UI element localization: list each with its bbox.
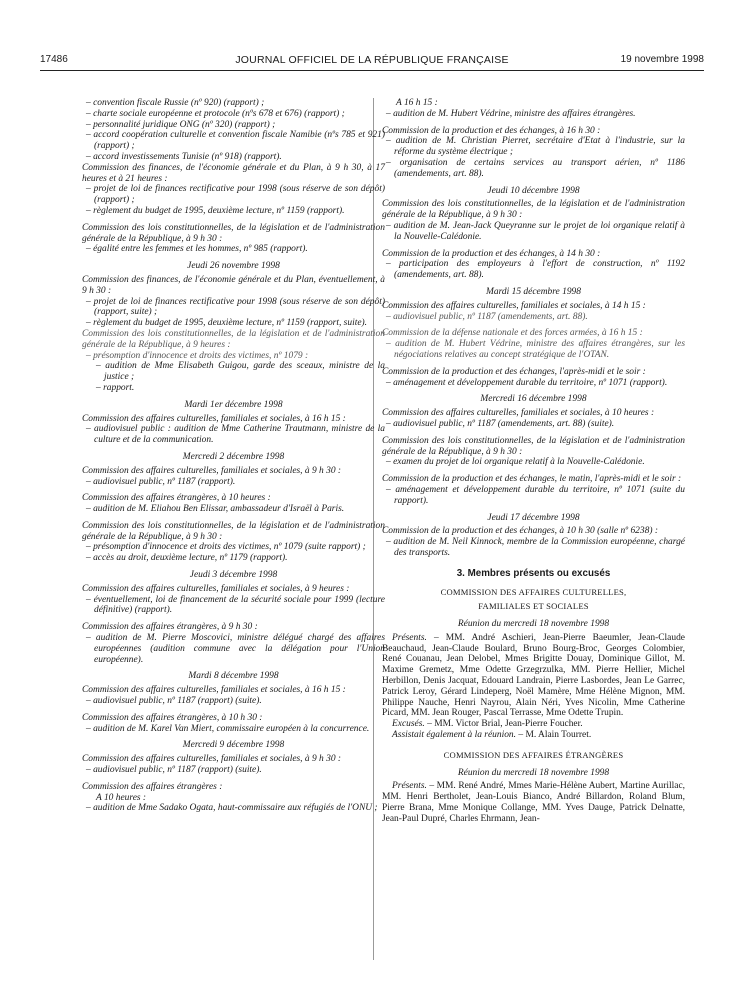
issue-date: 19 novembre 1998	[620, 54, 704, 65]
time-subheading: A 10 heures :	[96, 792, 147, 803]
present-label: Présents.	[392, 632, 427, 643]
agenda-item: – convention fiscale Russie (nº 920) (rapport) ;	[86, 98, 265, 108]
commission-title: FAMILIALES ET SOCIALES	[478, 601, 589, 612]
agenda-subitem: – rapport.	[96, 382, 135, 393]
agenda-item: – accord coopération culturelle et convention fiscale Namibie (nºs 785 et 921) (rapport) ;	[86, 130, 385, 152]
commission-heading: Commission de la production et des échanges, le matin, l'après-midi et le soir :	[382, 474, 682, 485]
commission-heading: Commission des affaires étrangères :	[82, 781, 223, 792]
commission-heading: Commission des affaires étrangères, à 10 h 30 :	[82, 712, 263, 723]
journal-title: JOURNAL OFFICIEL DE LA RÉPUBLIQUE FRANÇAISE	[235, 54, 509, 66]
day-heading: Jeudi 10 décembre 1998	[487, 185, 580, 196]
agenda-item: – audiovisuel public, nº 1187 (rapport) (suite).	[86, 765, 262, 776]
commission-heading: Commission des lois constitutionnelles, de la législation et de l'administration générale de la République, à 9 h 30 :	[382, 199, 685, 221]
agenda-item: – accès au droit, deuxième lecture, nº 1179 (rapport).	[86, 553, 288, 564]
agenda-item: – présomption d'innocence et droits des victimes, nº 1079 :	[86, 350, 309, 361]
agenda-item: – éventuellement, loi de financement de la sécurité sociale pour 1999 (lecture définitive) (rapport).	[86, 594, 385, 616]
commission-heading: Commission des affaires culturelles, familiales et sociales, à 9 h 30 :	[82, 754, 342, 765]
agenda-item: – audition de M. Eliahou Ben Elissar, ambassadeur d'Israël à Paris.	[86, 504, 345, 515]
agenda-item: – audition de M. Hubert Védrine, ministre des affaires étrangères, sur les négociations relatives au concept stratégique de l'OTAN.	[386, 339, 685, 360]
day-heading: Mardi 8 décembre 1998	[188, 671, 279, 682]
present-names: – MM. André Aschieri, Jean-Pierre Baeumler, Jean-Claude Beauchaud, Jean-Claude Boulard, Bruno Bourg-Broc, Georges Colombier, René Couanau, Jean Delobel, Mmes Brigitte Douay, Dominique Gillot, M. Maxime Gremetz, Mme Odette Grzegrzulka, MM. Pierre Hellier, Michel Herbillon, Denis Jacquat, Edouard Landrain, Pierre Lasbordes, Jean Le Garrec, Patrick Leroy, Gérard Lindeperg, Noël Mamère, Mme Hélène Mignon, MM. Philippe Nauche, Henri Nayrou, Alain Néri, Yves Nicolin, Mme Catherine Picard, MM. Jean Rouger, Pascal Terrasse, Mme Odette Trupin.	[382, 632, 685, 719]
agenda-item: – présomption d'innocence et droits des victimes, nº 1079 (suite rapport) ;	[86, 542, 366, 553]
agenda-subitem: – audition de Mme Elisabeth Guigou, garde des sceaux, ministre de la justice ;	[96, 361, 385, 383]
excused-names: – MM. Victor Brial, Jean-Pierre Foucher.	[424, 719, 583, 730]
attendance-present	[382, 781, 685, 824]
present-label: Présents.	[392, 781, 427, 792]
agenda-item: – aménagement et développement durable du territoire, nº 1071 (suite du rapport).	[386, 484, 685, 506]
agenda-item: – audiovisuel public : audition de Mme Catherine Trautmann, ministre de la culture et de la communication.	[86, 424, 385, 446]
agenda-item: – audition de M. Pierre Moscovici, ministre délégué chargé des affaires européennes (audition commune avec la délégation pour l'Union européenne).	[86, 633, 385, 665]
attendance-present	[382, 633, 685, 719]
agenda-item: – accord investissements Tunisie (nº 918) (rapport).	[86, 151, 282, 162]
commission-heading: Commission des affaires culturelles, familiales et sociales, à 10 heures :	[382, 408, 655, 419]
day-heading: Jeudi 17 décembre 1998	[487, 512, 580, 523]
attendance-excused	[382, 719, 685, 730]
agenda-item: – règlement du budget de 1995, deuxième lecture, nº 1159 (rapport, suite).	[86, 318, 368, 329]
agenda-item: – personnalité juridique ONG (nº 320) (rapport) ;	[86, 119, 276, 130]
commission-heading: Commission des affaires culturelles, familiales et sociales, à 9 heures :	[82, 583, 350, 594]
agenda-item: – charte sociale européenne et protocole (nºs 678 et 676) (rapport) ;	[86, 108, 345, 119]
commission-heading: Commission des affaires culturelles, familiales et sociales, à 16 h 15 :	[82, 685, 346, 696]
agenda-item: – audition de M. Karel Van Miert, commissaire européen à la concurrence.	[86, 723, 370, 734]
day-heading: Jeudi 3 décembre 1998	[189, 570, 278, 581]
day-heading: Mardi 1er décembre 1998	[184, 399, 283, 410]
excused-label: Excusés.	[392, 719, 425, 730]
section-title: 3. Membres présents ou excusés	[456, 567, 611, 579]
time-subheading: A 16 h 15 :	[396, 98, 438, 108]
commission-heading: Commission de la production et des échanges, à 14 h 30 :	[382, 248, 601, 259]
left-column	[82, 98, 385, 814]
attendance-assisting	[382, 730, 685, 741]
commission-heading: Commission des affaires étrangères, à 10 heures :	[82, 493, 271, 504]
page-number: 17486	[40, 54, 68, 65]
meeting-date: Réunion du mercredi 18 novembre 1998	[457, 767, 610, 778]
commission-heading: Commission des affaires culturelles, familiales et sociales, à 14 h 15 :	[382, 300, 646, 311]
commission-heading: Commission de la production et des échanges, à 10 h 30 (salle nº 6238) :	[382, 526, 658, 537]
agenda-item: – examen du projet de loi organique relatif à la Nouvelle-Calédonie.	[386, 457, 645, 468]
agenda-item: – projet de loi de finances rectificative pour 1998 (sous réserve de son dépôt) (rapport) ;	[86, 184, 385, 206]
agenda-item: – règlement du budget de 1995, deuxième lecture, nº 1159 (rapport).	[86, 205, 345, 216]
agenda-item: – audiovisuel public, nº 1187 (rapport).	[86, 476, 236, 487]
commission-heading: Commission des lois constitutionnelles, de la législation et de l'administration générale de la République, à 9 h 30 :	[82, 222, 385, 244]
agenda-item: – audition de M. Christian Pierret, secrétaire d'Etat à l'industrie, sur la réforme du système électrique ;	[386, 136, 685, 158]
assist-names: – M. Alain Tourret.	[516, 730, 592, 741]
commission-title: COMMISSION DES AFFAIRES ÉTRANGÈRES	[443, 749, 624, 760]
agenda-item: – audition de M. Jean-Jack Queyranne sur le projet de loi organique relatif à la Nouvelle-Calédonie.	[386, 220, 685, 242]
commission-heading: Commission des finances, de l'économie générale et du Plan, éventuellement, à 9 h 30 :	[82, 274, 385, 296]
agenda-item: – audiovisuel public, nº 1187 (amendements, art. 88) (suite).	[386, 418, 615, 429]
commission-heading: Commission des affaires culturelles, familiales et sociales, à 16 h 15 :	[82, 413, 346, 424]
commission-heading: Commission des affaires étrangères, à 9 h 30 :	[82, 622, 258, 633]
commission-heading: Commission des lois constitutionnelles, de la législation et de l'administration générale de la République, à 9 h 30 :	[82, 520, 385, 542]
assist-label: Assistait également à la réunion.	[392, 730, 516, 741]
header-rule	[40, 70, 704, 71]
right-column	[382, 98, 685, 825]
day-heading: Mercredi 9 décembre 1998	[182, 740, 285, 751]
day-heading: Jeudi 26 novembre 1998	[187, 261, 280, 272]
day-heading: Mercredi 16 décembre 1998	[480, 394, 587, 405]
commission-heading: Commission des finances, de l'économie générale et du Plan, à 9 h 30, à 17 heures et à 21 heures :	[82, 162, 385, 184]
agenda-item: – audition de M. Neil Kinnock, membre de la Commission européenne, chargé des transports.	[386, 537, 685, 558]
agenda-item: – aménagement et développement durable du territoire, nº 1071 (rapport).	[386, 377, 668, 388]
agenda-item: – participation des employeurs à l'effort de construction, nº 1192 (amendements, art. 88).	[386, 259, 685, 281]
agenda-item: – audition de M. Hubert Védrine, ministre des affaires étrangères.	[386, 108, 636, 119]
day-heading: Mardi 15 décembre 1998	[486, 286, 581, 297]
agenda-item: – égalité entre les femmes et les hommes, nº 985 (rapport).	[86, 244, 308, 255]
commission-heading: Commission des affaires culturelles, familiales et sociales, à 9 h 30 :	[82, 465, 342, 476]
commission-heading: Commission de la production et des échanges, l'après-midi et le soir :	[382, 366, 646, 377]
present-names: – MM. René André, Mmes Marie-Hélène Aubert, Martine Aurillac, MM. Henri Bertholet, Jean-Louis Bianco, André Billardon, Roland Blum, Pierre Brana, Mme Monique Collange, MM. Yves Dauge, Patrick Delnatte, Jean-Paul Dupré, Charles Ehrmann, Jean-	[382, 781, 685, 824]
commission-heading: Commission de la production et des échanges, à 16 h 30 :	[382, 125, 601, 136]
agenda-item: – audiovisuel public, nº 1187 (amendements, art. 88).	[386, 311, 588, 322]
agenda-item: – projet de loi de finances rectificative pour 1998 (sous réserve de son dépôt) (rapport, suite) ;	[86, 296, 385, 318]
agenda-item: – audiovisuel public, nº 1187 (rapport) (suite).	[86, 696, 262, 707]
commission-heading: Commission de la défense nationale et des forces armées, à 16 h 15 :	[382, 328, 643, 339]
commission-heading: Commission des lois constitutionnelles, de la législation et de l'administration générale de la République, à 9 h 30 :	[382, 435, 685, 457]
day-heading: Mercredi 2 décembre 1998	[182, 451, 285, 462]
agenda-item: – organisation de certains services au transport aérien, nº 1186 (amendements, art. 88).	[386, 157, 685, 179]
agenda-item: – audition de Mme Sadako Ogata, haut-commissaire aux réfugiés de l'ONU ;	[86, 803, 378, 814]
commission-heading: Commission des lois constitutionnelles, de la législation et de l'administration générale de la République, à 9 heures :	[82, 328, 385, 350]
page-header	[40, 54, 704, 70]
meeting-date: Réunion du mercredi 18 novembre 1998	[457, 619, 610, 630]
commission-title: COMMISSION DES AFFAIRES CULTURELLES,	[440, 587, 627, 598]
